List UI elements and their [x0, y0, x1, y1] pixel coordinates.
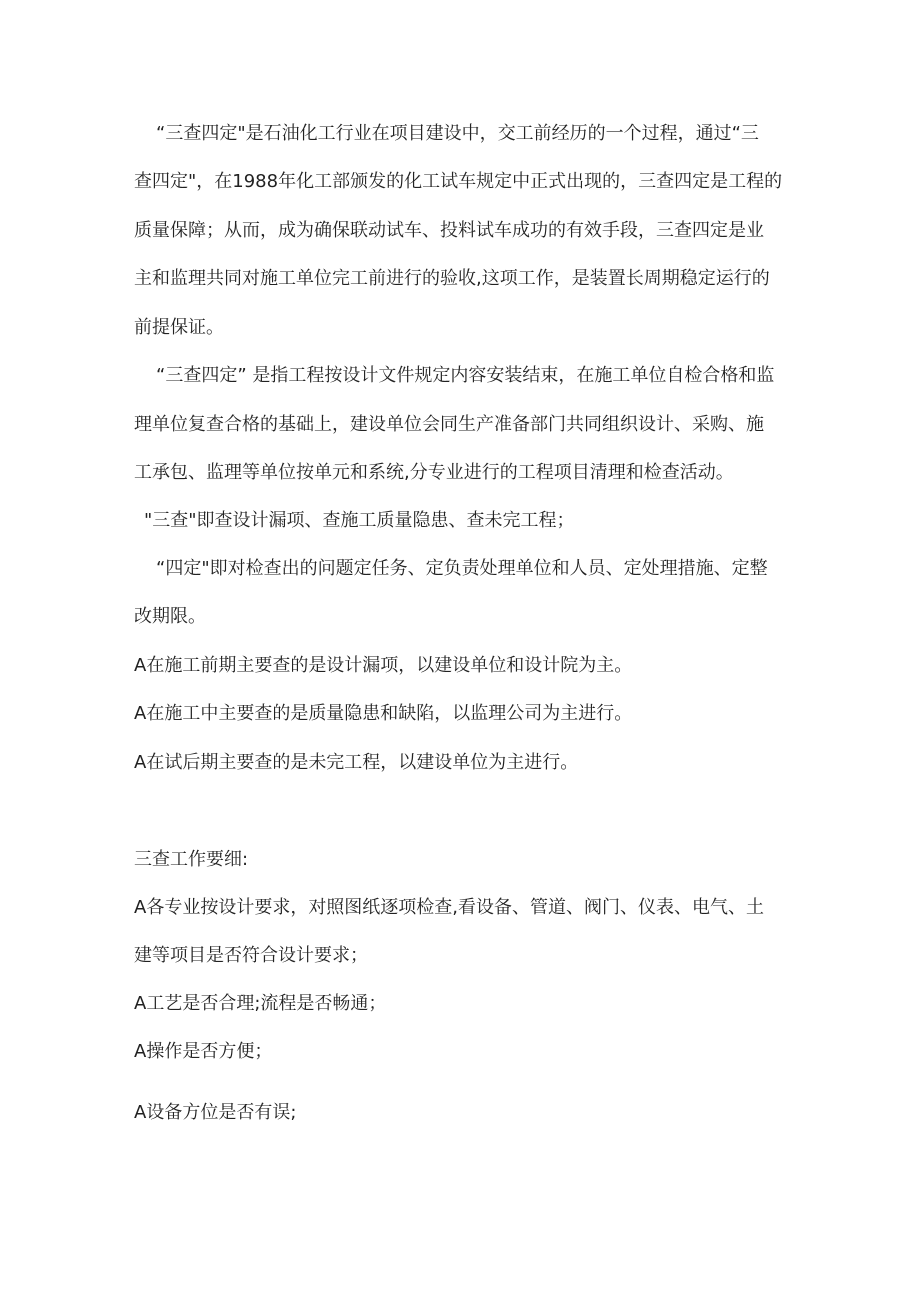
paragraph-2-line-1: “三查四定” 是指工程按设计文件规定内容安装结束，在施工单位自检合格和监 — [156, 365, 775, 386]
san-cha-definition: "三查"即查设计漏项、查施工质量隐患、查未完工程； — [144, 510, 575, 531]
checklist-item-design-line-1: A各专业按设计要求，对照图纸逐项检查,看设备、管道、阀门、仪表、电气、土 — [134, 897, 765, 918]
list-item-post-trial: A在试后期主要查的是未完工程，以建设单位为主进行。 — [134, 752, 579, 773]
checklist-item-process: A工艺是否合理;流程是否畅通； — [134, 993, 387, 1014]
si-ding-definition-line-1: “四定"即对检查出的问题定任务、定负责处理单位和人员、定处理措施、定整 — [156, 558, 768, 579]
list-item-pre-construction: A在施工前期主要查的是设计漏项，以建设单位和设计院为主。 — [134, 655, 633, 676]
checklist-item-design-line-2: 建等项目是否符合设计要求； — [134, 945, 368, 966]
paragraph-1-line-1: “三查四定"是石油化工行业在项目建设中，交工前经历的一个过程，通过“三 — [156, 123, 759, 144]
checklist-item-equipment-orientation: A设备方位是否有误; — [134, 1102, 297, 1123]
si-ding-definition-line-2: 改期限。 — [134, 606, 206, 627]
paragraph-2-line-3: 工承包、监理等单位按单元和系统,分专业进行的工程项目清理和检查活动。 — [134, 462, 734, 483]
paragraph-1-line-2: 查四定"，在1988年化工部颁发的化工试车规定中正式出现的，三查四定是工程的 — [134, 171, 783, 192]
paragraph-2-line-2: 理单位复查合格的基础上，建设单位会同生产准备部门共同组织设计、采购、施 — [134, 414, 764, 435]
section-heading-san-cha-work: 三查工作要细: — [134, 849, 249, 870]
list-item-during-construction: A在施工中主要查的是质量隐患和缺陷，以监理公司为主进行。 — [134, 703, 633, 724]
paragraph-1-line-3: 质量保障；从而，成为确保联动试车、投料试车成功的有效手段，三查四定是业 — [134, 220, 764, 241]
paragraph-1-line-4: 主和监理共同对施工单位完工前进行的验收,这项工作，是装置长周期稳定运行的 — [134, 268, 770, 289]
paragraph-1-line-5: 前提保证。 — [134, 317, 224, 338]
checklist-item-operation: A操作是否方便； — [134, 1041, 273, 1062]
